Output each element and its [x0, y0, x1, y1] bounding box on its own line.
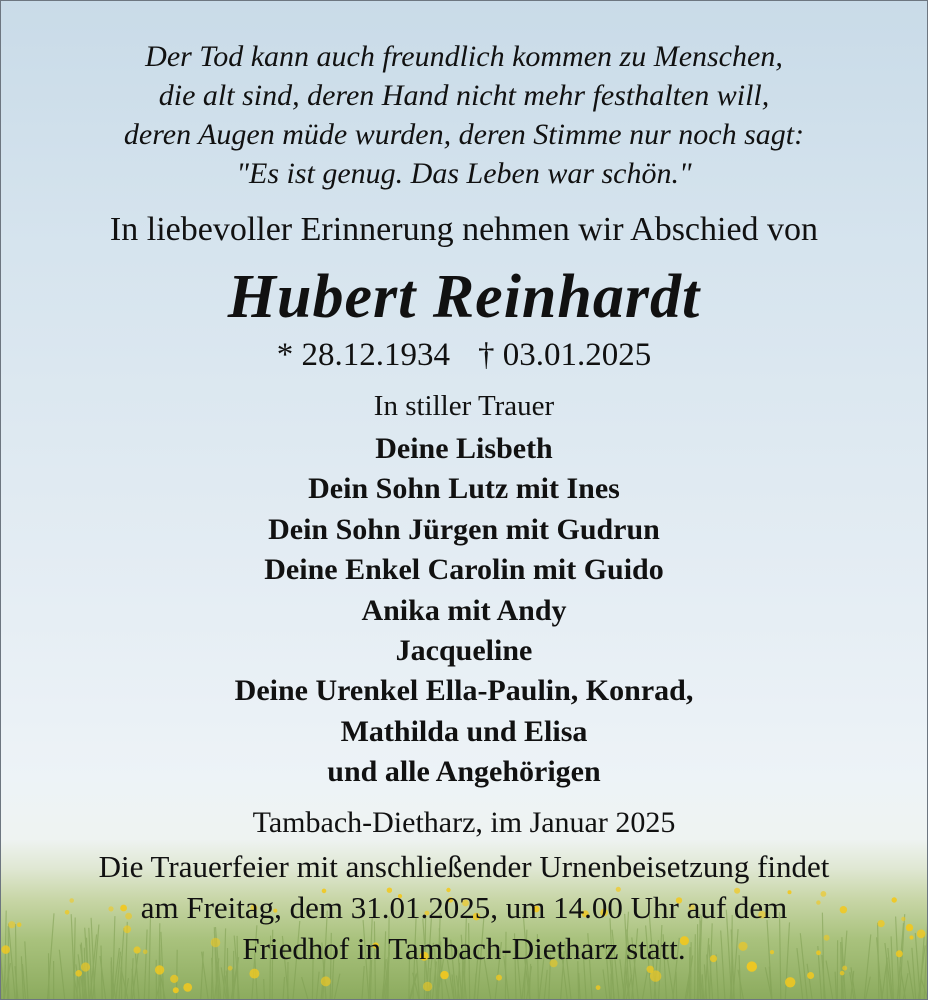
birth-date: * 28.12.1934 — [276, 337, 450, 373]
family-member: Mathilda und Elisa — [340, 714, 588, 748]
funeral-line: Friedhof in Tambach-Dietharz statt. — [242, 931, 686, 966]
poem-line: die alt sind, deren Hand nicht mehr festhalten will, — [158, 79, 770, 112]
family-member: Deine Urenkel Ella-Paulin, Konrad, — [234, 674, 694, 708]
poem-line: deren Augen müde wurden, deren Stimme nur noch sagt: — [123, 118, 805, 151]
funeral-notice — [1, 846, 927, 969]
mourning-heading: In stiller Trauer — [373, 390, 555, 422]
intro-text: In liebevoller Erinnerung nehmen wir Abschied von — [109, 211, 819, 248]
family-member: und alle Angehörigen — [327, 755, 601, 789]
family-member: Jacqueline — [395, 634, 533, 668]
place-date: Tambach-Dietharz, im Januar 2025 — [252, 806, 676, 839]
family-member: Anika mit Andy — [361, 593, 567, 627]
life-dates — [1, 335, 927, 375]
family-member: Dein Sohn Lutz mit Ines — [308, 472, 620, 506]
family-member: Deine Enkel Carolin mit Guido — [264, 553, 664, 587]
funeral-line: am Freitag, dem 31.01.2025, um 14.00 Uhr auf dem — [140, 890, 788, 925]
death-date: † 03.01.2025 — [478, 337, 652, 373]
funeral-line: Die Trauerfeier mit anschließender Urnenbeisetzung findet — [98, 849, 830, 884]
poem — [1, 37, 927, 193]
family-member: Dein Sohn Jürgen mit Gudrun — [268, 512, 660, 546]
poem-line: Der Tod kann auch freundlich kommen zu Menschen, — [145, 40, 783, 73]
family-list — [1, 429, 927, 793]
poem-line: "Es ist genug. Das Leben war schön." — [236, 157, 692, 190]
deceased-name: Hubert Reinhardt — [227, 263, 701, 331]
family-member: Deine Lisbeth — [375, 432, 553, 465]
